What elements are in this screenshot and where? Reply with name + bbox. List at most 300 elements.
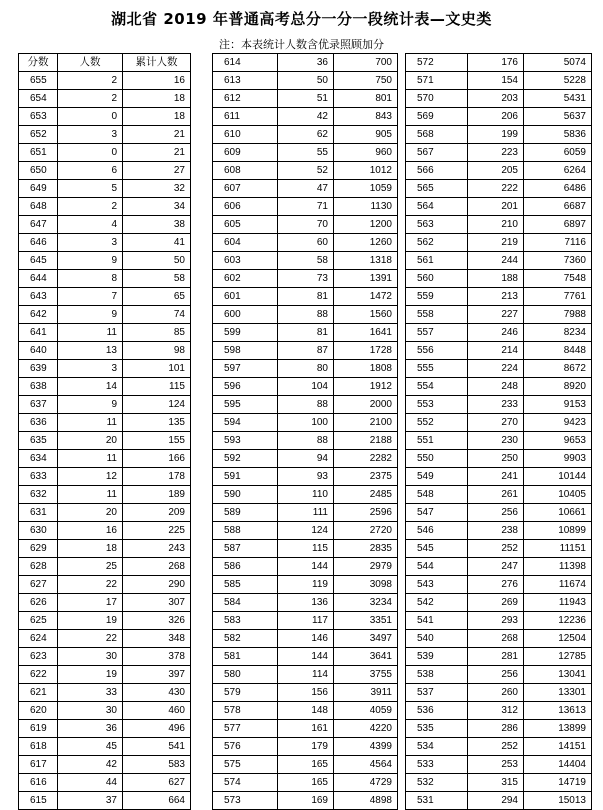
- table-row: [406, 108, 592, 126]
- score-cell: 603: [213, 252, 278, 270]
- cumulative-cell: 5074: [524, 54, 592, 72]
- count-cell: 19: [58, 666, 123, 684]
- table-row: [213, 450, 398, 468]
- cumulative-cell: 11674: [524, 576, 592, 594]
- cumulative-cell: 583: [123, 756, 191, 774]
- cumulative-cell: 9153: [524, 396, 592, 414]
- table-row: [406, 486, 592, 504]
- cumulative-cell: 8448: [524, 342, 592, 360]
- count-cell: 315: [468, 774, 524, 792]
- count-cell: 148: [278, 702, 334, 720]
- cumulative-cell: 21: [123, 144, 191, 162]
- cumulative-cell: 7548: [524, 270, 592, 288]
- table-row: [213, 594, 398, 612]
- count-cell: 241: [468, 468, 524, 486]
- cumulative-cell: 6897: [524, 216, 592, 234]
- score-cell: 654: [19, 90, 58, 108]
- score-cell: 570: [406, 90, 468, 108]
- count-cell: 253: [468, 756, 524, 774]
- score-cell: 575: [213, 756, 278, 774]
- count-cell: 88: [278, 396, 334, 414]
- count-cell: 270: [468, 414, 524, 432]
- count-cell: 62: [278, 126, 334, 144]
- score-cell: 653: [19, 108, 58, 126]
- score-cell: 561: [406, 252, 468, 270]
- table-row: [406, 360, 592, 378]
- table-row: [406, 756, 592, 774]
- table-row: [19, 324, 191, 342]
- score-table-block-3: [405, 53, 592, 810]
- count-cell: 247: [468, 558, 524, 576]
- score-cell: 543: [406, 576, 468, 594]
- count-cell: 33: [58, 684, 123, 702]
- table-row: [19, 738, 191, 756]
- cumulative-cell: 9903: [524, 450, 592, 468]
- score-cell: 542: [406, 594, 468, 612]
- score-cell: 645: [19, 252, 58, 270]
- count-cell: 261: [468, 486, 524, 504]
- score-cell: 574: [213, 774, 278, 792]
- cumulative-cell: 209: [123, 504, 191, 522]
- table-row: [406, 90, 592, 108]
- cumulative-cell: 14404: [524, 756, 592, 774]
- cumulative-cell: 496: [123, 720, 191, 738]
- cumulative-cell: 14719: [524, 774, 592, 792]
- cumulative-cell: 1728: [334, 342, 398, 360]
- table-row: [406, 792, 592, 810]
- cumulative-cell: 85: [123, 324, 191, 342]
- cumulative-cell: 905: [334, 126, 398, 144]
- table-row: [406, 594, 592, 612]
- table-row: [19, 126, 191, 144]
- score-cell: 646: [19, 234, 58, 252]
- table-row: [406, 522, 592, 540]
- cumulative-cell: 290: [123, 576, 191, 594]
- table-row: [406, 702, 592, 720]
- count-cell: 260: [468, 684, 524, 702]
- count-cell: 252: [468, 738, 524, 756]
- cumulative-cell: 4729: [334, 774, 398, 792]
- count-cell: 2: [58, 198, 123, 216]
- table-row: [213, 558, 398, 576]
- cumulative-cell: 34: [123, 198, 191, 216]
- table-row: [213, 378, 398, 396]
- table-row: [213, 144, 398, 162]
- cumulative-cell: 5836: [524, 126, 592, 144]
- score-cell: 615: [19, 792, 58, 810]
- score-cell: 538: [406, 666, 468, 684]
- count-cell: 11: [58, 324, 123, 342]
- count-cell: 20: [58, 432, 123, 450]
- score-cell: 553: [406, 396, 468, 414]
- cumulative-cell: 3234: [334, 594, 398, 612]
- table-row: [213, 720, 398, 738]
- score-cell: 569: [406, 108, 468, 126]
- count-cell: 55: [278, 144, 334, 162]
- count-cell: 30: [58, 648, 123, 666]
- table-row: [19, 144, 191, 162]
- score-cell: 637: [19, 396, 58, 414]
- table-row: [406, 378, 592, 396]
- count-cell: 238: [468, 522, 524, 540]
- score-cell: 590: [213, 486, 278, 504]
- table-row: [406, 396, 592, 414]
- table-row: [213, 666, 398, 684]
- table-row: [19, 234, 191, 252]
- count-cell: 110: [278, 486, 334, 504]
- cumulative-cell: 12785: [524, 648, 592, 666]
- cumulative-cell: 13613: [524, 702, 592, 720]
- score-cell: 548: [406, 486, 468, 504]
- count-cell: 206: [468, 108, 524, 126]
- count-cell: 16: [58, 522, 123, 540]
- cumulative-cell: 11151: [524, 540, 592, 558]
- count-cell: 93: [278, 468, 334, 486]
- cumulative-cell: 1472: [334, 288, 398, 306]
- score-cell: 567: [406, 144, 468, 162]
- count-cell: 94: [278, 450, 334, 468]
- count-cell: 165: [278, 756, 334, 774]
- count-cell: 73: [278, 270, 334, 288]
- score-cell: 560: [406, 270, 468, 288]
- score-cell: 584: [213, 594, 278, 612]
- score-cell: 636: [19, 414, 58, 432]
- table-row: [406, 288, 592, 306]
- count-cell: 3: [58, 126, 123, 144]
- score-cell: 632: [19, 486, 58, 504]
- count-cell: 9: [58, 306, 123, 324]
- cumulative-cell: 1130: [334, 198, 398, 216]
- score-cell: 568: [406, 126, 468, 144]
- cumulative-cell: 1260: [334, 234, 398, 252]
- table-row: [406, 72, 592, 90]
- score-cell: 593: [213, 432, 278, 450]
- cumulative-cell: 664: [123, 792, 191, 810]
- count-cell: 0: [58, 108, 123, 126]
- cumulative-cell: 4220: [334, 720, 398, 738]
- cumulative-cell: 10144: [524, 468, 592, 486]
- score-cell: 539: [406, 648, 468, 666]
- table-row: [213, 270, 398, 288]
- cumulative-cell: 2979: [334, 558, 398, 576]
- score-cell: 621: [19, 684, 58, 702]
- score-cell: 651: [19, 144, 58, 162]
- score-cell: 578: [213, 702, 278, 720]
- count-cell: 117: [278, 612, 334, 630]
- table-row: [406, 576, 592, 594]
- cumulative-cell: 2000: [334, 396, 398, 414]
- count-cell: 233: [468, 396, 524, 414]
- cumulative-cell: 2282: [334, 450, 398, 468]
- table-row: [213, 774, 398, 792]
- cumulative-cell: 2188: [334, 432, 398, 450]
- count-cell: 42: [58, 756, 123, 774]
- cumulative-cell: 430: [123, 684, 191, 702]
- table-row: [213, 180, 398, 198]
- table-row: [19, 594, 191, 612]
- table-row: [406, 144, 592, 162]
- count-cell: 213: [468, 288, 524, 306]
- score-cell: 606: [213, 198, 278, 216]
- count-cell: 0: [58, 144, 123, 162]
- cumulative-cell: 6687: [524, 198, 592, 216]
- cumulative-cell: 3755: [334, 666, 398, 684]
- count-cell: 188: [468, 270, 524, 288]
- count-cell: 256: [468, 666, 524, 684]
- count-cell: 248: [468, 378, 524, 396]
- score-cell: 633: [19, 468, 58, 486]
- cumulative-cell: 27: [123, 162, 191, 180]
- table-row: [406, 540, 592, 558]
- table-row: [406, 432, 592, 450]
- table-row: [213, 108, 398, 126]
- score-cell: 599: [213, 324, 278, 342]
- score-cell: 625: [19, 612, 58, 630]
- score-cell: 601: [213, 288, 278, 306]
- cumulative-cell: 1391: [334, 270, 398, 288]
- table-row: [19, 180, 191, 198]
- score-cell: 551: [406, 432, 468, 450]
- count-cell: 37: [58, 792, 123, 810]
- table-row: [213, 306, 398, 324]
- count-cell: 11: [58, 414, 123, 432]
- score-cell: 577: [213, 720, 278, 738]
- score-cell: 620: [19, 702, 58, 720]
- count-cell: 136: [278, 594, 334, 612]
- count-cell: 22: [58, 630, 123, 648]
- count-cell: 156: [278, 684, 334, 702]
- cumulative-cell: 3351: [334, 612, 398, 630]
- count-cell: 45: [58, 738, 123, 756]
- score-table-block-2: [212, 53, 398, 810]
- count-cell: 4: [58, 216, 123, 234]
- table-row: [19, 774, 191, 792]
- score-cell: 565: [406, 180, 468, 198]
- cumulative-cell: 460: [123, 702, 191, 720]
- table-row: [19, 378, 191, 396]
- table-row: [19, 414, 191, 432]
- count-cell: 36: [58, 720, 123, 738]
- count-cell: 58: [278, 252, 334, 270]
- score-cell: 554: [406, 378, 468, 396]
- cumulative-cell: 4059: [334, 702, 398, 720]
- table-row: [406, 684, 592, 702]
- cumulative-cell: 21: [123, 126, 191, 144]
- count-cell: 144: [278, 558, 334, 576]
- table-row: [213, 612, 398, 630]
- cumulative-cell: 1560: [334, 306, 398, 324]
- table-row: [213, 504, 398, 522]
- cumulative-cell: 9423: [524, 414, 592, 432]
- table-row: [19, 504, 191, 522]
- count-cell: 52: [278, 162, 334, 180]
- score-cell: 616: [19, 774, 58, 792]
- count-cell: 214: [468, 342, 524, 360]
- cumulative-cell: 178: [123, 468, 191, 486]
- score-cell: 641: [19, 324, 58, 342]
- score-cell: 647: [19, 216, 58, 234]
- count-cell: 250: [468, 450, 524, 468]
- score-cell: 639: [19, 360, 58, 378]
- cumulative-cell: 1059: [334, 180, 398, 198]
- table-row: [19, 468, 191, 486]
- count-cell: 244: [468, 252, 524, 270]
- table-row: [406, 504, 592, 522]
- score-cell: 571: [406, 72, 468, 90]
- score-cell: 608: [213, 162, 278, 180]
- table-row: [19, 252, 191, 270]
- cumulative-cell: 8920: [524, 378, 592, 396]
- cumulative-cell: 13301: [524, 684, 592, 702]
- count-cell: 19: [58, 612, 123, 630]
- score-cell: 640: [19, 342, 58, 360]
- score-cell: 638: [19, 378, 58, 396]
- score-cell: 579: [213, 684, 278, 702]
- score-cell: 617: [19, 756, 58, 774]
- count-cell: 286: [468, 720, 524, 738]
- table-row: [213, 72, 398, 90]
- score-cell: 629: [19, 540, 58, 558]
- table-row: [406, 306, 592, 324]
- count-cell: 2: [58, 72, 123, 90]
- table-row: [406, 414, 592, 432]
- score-cell: 562: [406, 234, 468, 252]
- table-row: [19, 630, 191, 648]
- count-cell: 179: [278, 738, 334, 756]
- table-row: [19, 720, 191, 738]
- cumulative-cell: 101: [123, 360, 191, 378]
- count-cell: 294: [468, 792, 524, 810]
- count-cell: 88: [278, 432, 334, 450]
- cumulative-cell: 18: [123, 90, 191, 108]
- cumulative-cell: 65: [123, 288, 191, 306]
- score-cell: 595: [213, 396, 278, 414]
- cumulative-cell: 10405: [524, 486, 592, 504]
- count-cell: 17: [58, 594, 123, 612]
- score-cell: 614: [213, 54, 278, 72]
- table-row: [19, 540, 191, 558]
- score-cell: 611: [213, 108, 278, 126]
- table-row: [19, 162, 191, 180]
- cumulative-cell: 13899: [524, 720, 592, 738]
- table-row: [19, 486, 191, 504]
- table-row: [213, 342, 398, 360]
- score-cell: 612: [213, 90, 278, 108]
- score-cell: 531: [406, 792, 468, 810]
- table-row: [213, 396, 398, 414]
- score-cell: 643: [19, 288, 58, 306]
- count-cell: 6: [58, 162, 123, 180]
- score-cell: 540: [406, 630, 468, 648]
- count-cell: 222: [468, 180, 524, 198]
- cumulative-cell: 11398: [524, 558, 592, 576]
- score-cell: 602: [213, 270, 278, 288]
- table-row: [406, 216, 592, 234]
- count-cell: 11: [58, 450, 123, 468]
- score-table-block-1: [18, 53, 191, 810]
- cumulative-cell: 1808: [334, 360, 398, 378]
- table-row: [213, 324, 398, 342]
- score-cell: 550: [406, 450, 468, 468]
- score-cell: 566: [406, 162, 468, 180]
- table-row: [213, 198, 398, 216]
- cumulative-cell: 12236: [524, 612, 592, 630]
- cumulative-cell: 541: [123, 738, 191, 756]
- score-cell: 597: [213, 360, 278, 378]
- cumulative-cell: 3497: [334, 630, 398, 648]
- score-cell: 535: [406, 720, 468, 738]
- count-cell: 165: [278, 774, 334, 792]
- table-row: [406, 774, 592, 792]
- score-cell: 644: [19, 270, 58, 288]
- cumulative-cell: 1012: [334, 162, 398, 180]
- count-cell: 256: [468, 504, 524, 522]
- score-cell: 591: [213, 468, 278, 486]
- cumulative-cell: 10661: [524, 504, 592, 522]
- table-row: [213, 522, 398, 540]
- table-row: [19, 396, 191, 414]
- count-cell: 100: [278, 414, 334, 432]
- score-cell: 631: [19, 504, 58, 522]
- count-cell: 25: [58, 558, 123, 576]
- table-row: [406, 666, 592, 684]
- score-cell: 533: [406, 756, 468, 774]
- count-cell: 124: [278, 522, 334, 540]
- table-row: [213, 540, 398, 558]
- cumulative-cell: 4564: [334, 756, 398, 774]
- cumulative-cell: 14151: [524, 738, 592, 756]
- count-cell: 230: [468, 432, 524, 450]
- count-cell: 104: [278, 378, 334, 396]
- table-row: [19, 288, 191, 306]
- count-cell: 169: [278, 792, 334, 810]
- cumulative-cell: 155: [123, 432, 191, 450]
- cumulative-cell: 225: [123, 522, 191, 540]
- cumulative-cell: 7116: [524, 234, 592, 252]
- table-row: [19, 522, 191, 540]
- score-cell: 589: [213, 504, 278, 522]
- table-row: [213, 576, 398, 594]
- cumulative-cell: 2835: [334, 540, 398, 558]
- score-cell: 559: [406, 288, 468, 306]
- table-row: [406, 558, 592, 576]
- score-cell: 581: [213, 648, 278, 666]
- count-cell: 115: [278, 540, 334, 558]
- cumulative-cell: 115: [123, 378, 191, 396]
- cumulative-cell: 16: [123, 72, 191, 90]
- table-row: [19, 306, 191, 324]
- count-cell: 176: [468, 54, 524, 72]
- score-cell: 619: [19, 720, 58, 738]
- score-cell: 607: [213, 180, 278, 198]
- table-row: [406, 468, 592, 486]
- score-cell: 536: [406, 702, 468, 720]
- cumulative-cell: 58: [123, 270, 191, 288]
- cumulative-cell: 2720: [334, 522, 398, 540]
- score-cell: 594: [213, 414, 278, 432]
- count-cell: 252: [468, 540, 524, 558]
- table-row: [406, 198, 592, 216]
- count-cell: 81: [278, 288, 334, 306]
- score-cell: 573: [213, 792, 278, 810]
- table-row: [213, 252, 398, 270]
- cumulative-cell: 2485: [334, 486, 398, 504]
- cumulative-cell: 4399: [334, 738, 398, 756]
- cumulative-cell: 700: [334, 54, 398, 72]
- table-row: [406, 234, 592, 252]
- count-cell: 36: [278, 54, 334, 72]
- table-row: [406, 180, 592, 198]
